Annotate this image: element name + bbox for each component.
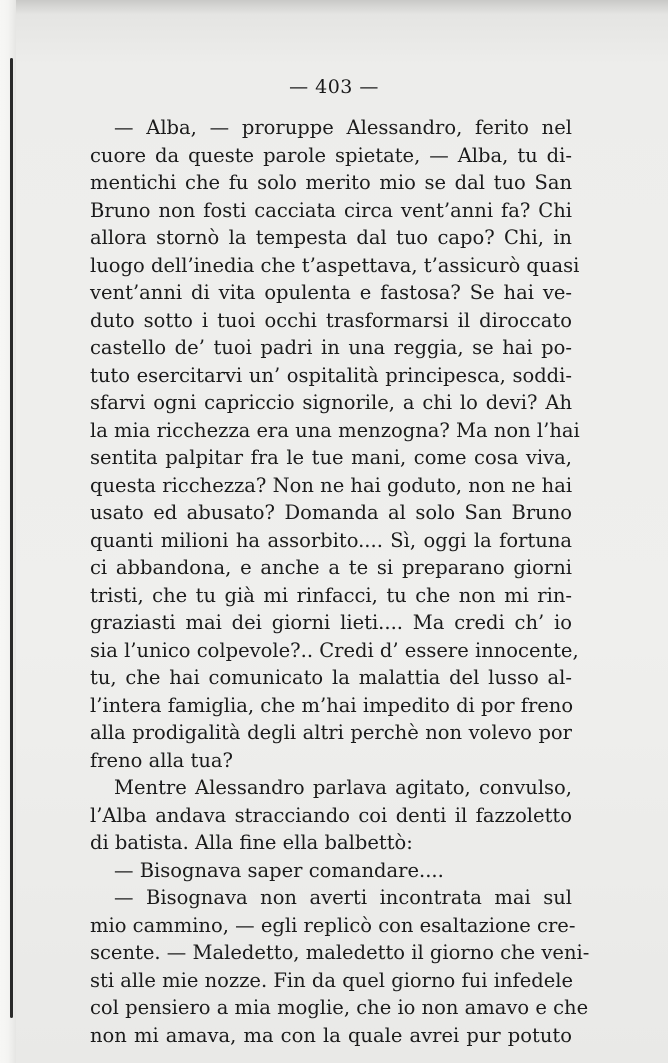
text-line: questa ricchezza? Non ne hai goduto, non ne hai <box>90 473 573 497</box>
text-line: luogo dell’inedia che t’aspettava, t’assicurò quasi <box>90 253 580 277</box>
text-line: mentichi che fu solo merito mio se dal tuo San <box>90 171 572 194</box>
text-line: mio cammino, — egli replicò con esaltazione cre- <box>90 913 576 937</box>
text-line: sentita palpitar fra le tue mani, come cosa viva, <box>90 446 572 469</box>
text-line: la mia ricchezza era una menzogna? Ma non l’hai <box>90 418 580 442</box>
text-line: Mentre Alessandro parlava agitato, convulso, <box>114 776 572 799</box>
text-line: cuore da queste parole spietate, — Alba, tu di- <box>90 143 572 167</box>
text-line: alla prodigalità degli altri perchè non volevo por <box>90 721 572 744</box>
page-top-edge <box>16 0 668 14</box>
text-line: sti alle mie nozze. Fin da quel giorno fui infedele <box>90 968 574 992</box>
text-line: di batista. Alla fine ella balbettò: <box>90 831 413 854</box>
text-line: duto sotto i tuoi occhi trasformarsi il diroccato <box>90 308 572 332</box>
text-line: col pensiero a mia moglie, che io non amavo e che <box>90 996 589 1019</box>
text-line: freno alla tua? <box>90 748 233 772</box>
text-line: l’intera famiglia, che m’hai impedito di por freno <box>90 693 574 717</box>
text-line: usato ed abusato? Domanda al solo San Bruno <box>90 501 572 524</box>
text-line: l’Alba andava stracciando coi denti il fazzoletto <box>90 803 572 827</box>
text-line: — Bisognava saper comandare.... <box>114 858 444 882</box>
text-line: sia l’unico colpevole?.. Credi d’ essere innocente, <box>90 638 579 662</box>
page-number: — 403 — <box>289 76 379 98</box>
spine-binding-line <box>10 58 13 1018</box>
text-line: ci abbandona, e anche a te si preparano giorni <box>90 556 572 579</box>
text-line: Bruno non fosti cacciata circa vent’anni fa? Chi <box>90 198 572 222</box>
text-line: tristi, che tu già mi rinfacci, tu che non mi rin- <box>90 583 572 607</box>
text-line: — Bisognava non averti incontrata mai sul <box>114 886 572 909</box>
text-line: vent’anni di vita opulenta e fastosa? Se hai ve- <box>90 281 572 304</box>
text-line: sfarvi ogni capriccio signorile, a chi lo devi? Ah <box>90 391 572 414</box>
book-spine <box>0 0 16 1063</box>
text-line: non mi amava, ma con la quale avrei pur potuto <box>90 1023 572 1047</box>
text-line: allora stornò la tempesta dal tuo capo? Chi, in <box>90 226 572 249</box>
text-line: castello de’ tuoi padri in una reggia, se hai po- <box>90 336 572 359</box>
text-line: — Alba, — proruppe Alessandro, ferito nel <box>114 116 572 139</box>
text-line: tuto esercitarvi un’ ospitalità principesca, soddi- <box>90 363 572 387</box>
body-text <box>90 114 590 1049</box>
text-line: quanti milioni ha assorbito.... Sì, oggi la fortuna <box>90 528 572 552</box>
text-line: scente. — Maledetto, maledetto il giorno che veni- <box>90 941 590 964</box>
text-line: graziasti mai dei giorni lieti.... Ma credi ch’ io <box>90 611 572 634</box>
text-line: tu, che hai comunicato la malattia del lusso al- <box>90 666 572 689</box>
